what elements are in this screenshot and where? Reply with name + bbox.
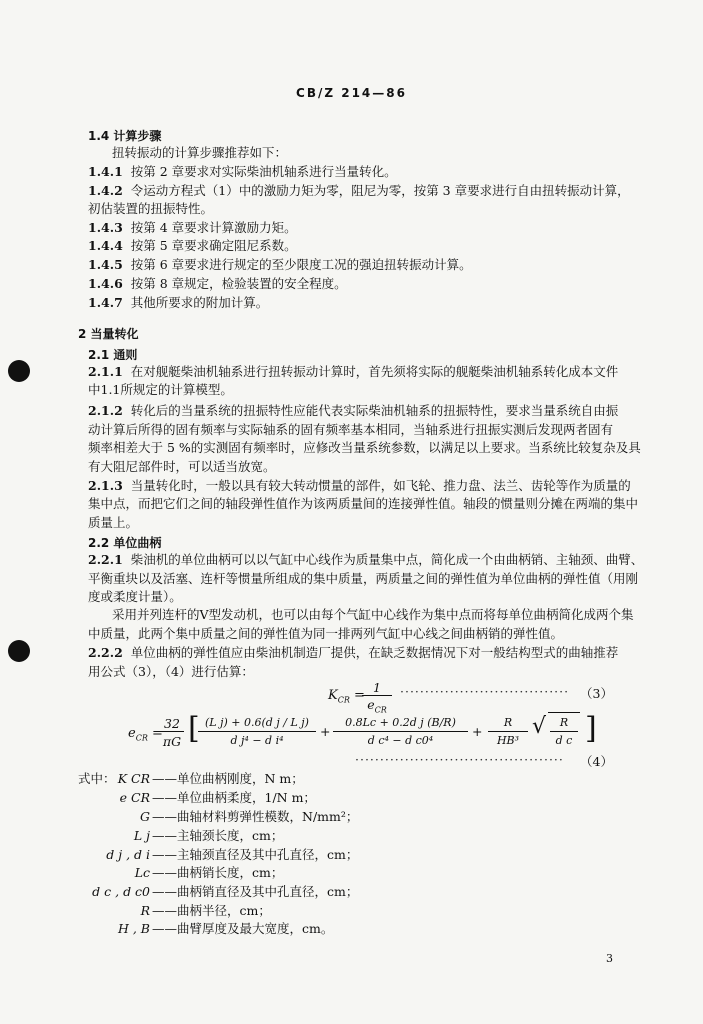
list-item [88,277,347,291]
where-symbol: d c , d c0 [92,884,150,899]
equation-label: （4） [580,754,613,769]
fraction-bar [333,731,468,732]
fraction-bar [550,731,578,732]
coefficient-denominator: πG [162,734,182,749]
section-title: 2.2 单位曲柄 [88,536,162,550]
radical-bar [548,712,580,713]
where-symbol: H , B [117,921,150,936]
where-symbol: L j [133,828,150,843]
item-number: 1.4.1 [88,164,123,179]
paragraph-line [88,553,643,567]
paragraph-text: 转化后的当量系统的扭振特性应能代表实际柴油机轴系的扭振特性，要求当量系统自由振 [130,403,619,418]
binder-hole [8,360,30,382]
formula-lhs: $e_{CR}$ = [128,726,163,743]
leader-dots: ·········································· [355,752,564,767]
term3-numerator: R [503,716,513,729]
item-text: 令运动方程式（1）中的激励力矩为零，阻尼为零，按第 3 章要求进行自由扭转振动计算， [130,183,630,198]
paragraph-line: 采用并列连杆的V型发动机，也可以由每个气缸中心线作为集中点而将每单位曲柄简化成两个集 [112,607,634,622]
paragraph-text: 在对舰艇柴油机轴系进行扭转振动计算时，首先须将实际的舰艇柴油机轴系转化成本文件 [130,364,619,379]
symbol: K [328,688,338,703]
formula-numerator: 1 [373,680,381,695]
binder-hole [8,640,30,662]
term1-denominator: d j⁴ − d i⁴ [230,734,284,747]
where-symbol: Lc [134,865,150,880]
paragraph-number: 2.2.1 [88,552,123,567]
symbol: e [128,726,136,741]
chapter-title: 2 当量转化 [78,327,139,341]
section-title: 2.1 通则 [88,348,138,362]
document-header: CB/Z 214—86 [296,86,407,100]
where-description: ——单位曲柄刚度，N m； [152,771,304,786]
term4-numerator: R [559,716,569,729]
where-symbol: d j , d i [106,847,150,862]
term3-denominator: HB³ [496,734,520,747]
bracket-right: ] [585,711,597,746]
fraction-bar [362,695,392,696]
where-description: ——主轴颈长度，cm； [152,828,284,843]
item-number: 1.4.4 [88,238,123,253]
item-text: 按第 2 章要求对实际柴油机轴系进行当量转化。 [130,164,397,179]
leader-dots: ·································· [400,684,570,699]
item-number: 1.4.5 [88,257,123,272]
formula-lhs: $K_{CR}$ = [328,688,365,705]
plus-sign: + [472,724,483,739]
radical-sign: √ [532,714,547,739]
paragraph-line: 用公式（3），（4）进行估算： [88,664,254,679]
term4-denominator: d c [555,734,573,747]
paragraph-line [88,479,631,493]
bracket-left: [ [188,711,200,746]
paragraph-line [88,646,618,660]
where-symbol: e CR [119,790,150,805]
coefficient-numerator: 32 [164,716,180,731]
where-description: ——单位曲柄柔度，1/N m； [152,790,316,805]
section-title: 1.4 计算步骤 [88,129,162,143]
term2-numerator: 0.8Lc + 0.2d j (B/R) [345,716,456,729]
item-text: 按第 4 章要求计算激励力矩。 [130,220,297,235]
where-symbol: R [140,903,150,918]
list-item [88,239,297,253]
paragraph-line: 中质量，此两个集中质量之间的弹性值为同一排两列气缸中心线之间曲柄销的弹性值。 [88,626,564,641]
paragraph-line: 有大阻尼部件时，可以适当放宽。 [88,459,276,474]
list-item-continuation: 初估装置的扭振特性。 [88,201,214,216]
list-item [88,258,472,272]
fraction-bar [198,731,316,732]
item-number: 1.4.3 [88,220,123,235]
where-description: ——曲轴材料剪弹性模数，N/mm²； [152,809,359,824]
paragraph-text: 当量转化时，一般以具有较大转动惯量的部件，如飞轮、推力盘、法兰、齿轮等作为质量的 [130,478,631,493]
paragraph-line: 度或柔度计量）。 [88,589,182,604]
list-item [88,184,630,198]
paragraph-line: 动计算后所得的固有频率与实际轴系的固有频率基本相同，当轴系进行扭振实测后发现两者固有 [88,422,614,437]
paragraph-text: 单位曲柄的弹性值应由柴油机制造厂提供，在缺乏数据情况下对一般结构型式的曲轴推荐 [130,645,619,660]
subscript: CR [337,695,350,705]
paragraph-number: 2.2.2 [88,645,123,660]
list-item [88,165,397,179]
item-text: 按第 6 章要求进行规定的至少限度工况的强迫扭转振动计算。 [130,257,472,272]
paragraph-text: 柴油机的单位曲柄可以以气缸中心线作为质量集中点，简化成一个由曲柄销、主轴颈、曲臂、 [130,552,644,567]
term1-numerator: (L j) + 0.6(d j / L j) [205,716,309,729]
item-text: 按第 8 章规定，检验装置的安全程度。 [130,276,347,291]
where-symbol: G [140,809,150,824]
list-item [88,221,297,235]
formula-denominator [358,697,396,715]
paragraph-line: 集中点，而把它们之间的轴段弹性值作为该两质量间的连接弹性值。轴段的惯量则分摊在两端的集中 [88,496,639,511]
subscript: CR [374,705,387,715]
item-number: 1.4.2 [88,183,123,198]
where-description: ——曲柄销长度，cm； [152,865,284,880]
where-symbol: K CR [117,771,150,786]
paragraph-line [88,404,618,418]
plus-sign: + [320,724,331,739]
where-description: ——曲柄半径，cm； [152,903,271,918]
where-description: ——曲臂厚度及最大宽度，cm。 [152,921,334,936]
paragraph-line: 质量上。 [88,515,139,530]
paragraph-line [88,365,618,379]
paragraph-line: 频率相差大于 5 %的实测固有频率时，应修改当量系统参数，以满足以上要求。当系统比较复杂及具 [88,440,641,455]
page-number: 3 [606,952,613,965]
item-number: 1.4.6 [88,276,123,291]
subscript: CR [135,733,148,743]
paragraph-line: 中1.1所规定的计算模型。 [88,382,233,397]
item-text: 其他所要求的附加计算。 [130,295,269,310]
where-intro: 式中： [78,771,116,786]
where-description: ——主轴颈直径及其中孔直径，cm； [152,847,359,862]
paragraph-number: 2.1.2 [88,403,123,418]
list-item [88,296,268,310]
where-description: ——曲柄销直径及其中孔直径，cm； [152,884,359,899]
fraction-bar [488,731,528,732]
equation-label: （3） [580,686,613,701]
symbol: e [367,697,375,712]
fraction-bar [160,731,184,732]
paragraph-number: 2.1.1 [88,364,123,379]
item-text: 按第 5 章要求确定阻尼系数。 [130,238,297,253]
term2-denominator: d c⁴ − d c0⁴ [367,734,434,747]
paragraph: 扭转振动的计算步骤推荐如下： [112,145,288,160]
item-number: 1.4.7 [88,295,123,310]
paragraph-number: 2.1.3 [88,478,123,493]
paragraph-line: 平衡重块以及活塞、连杆等惯量所组成的集中质量，两质量之间的弹性值为单位曲柄的弹性值（用刚 [88,571,639,586]
